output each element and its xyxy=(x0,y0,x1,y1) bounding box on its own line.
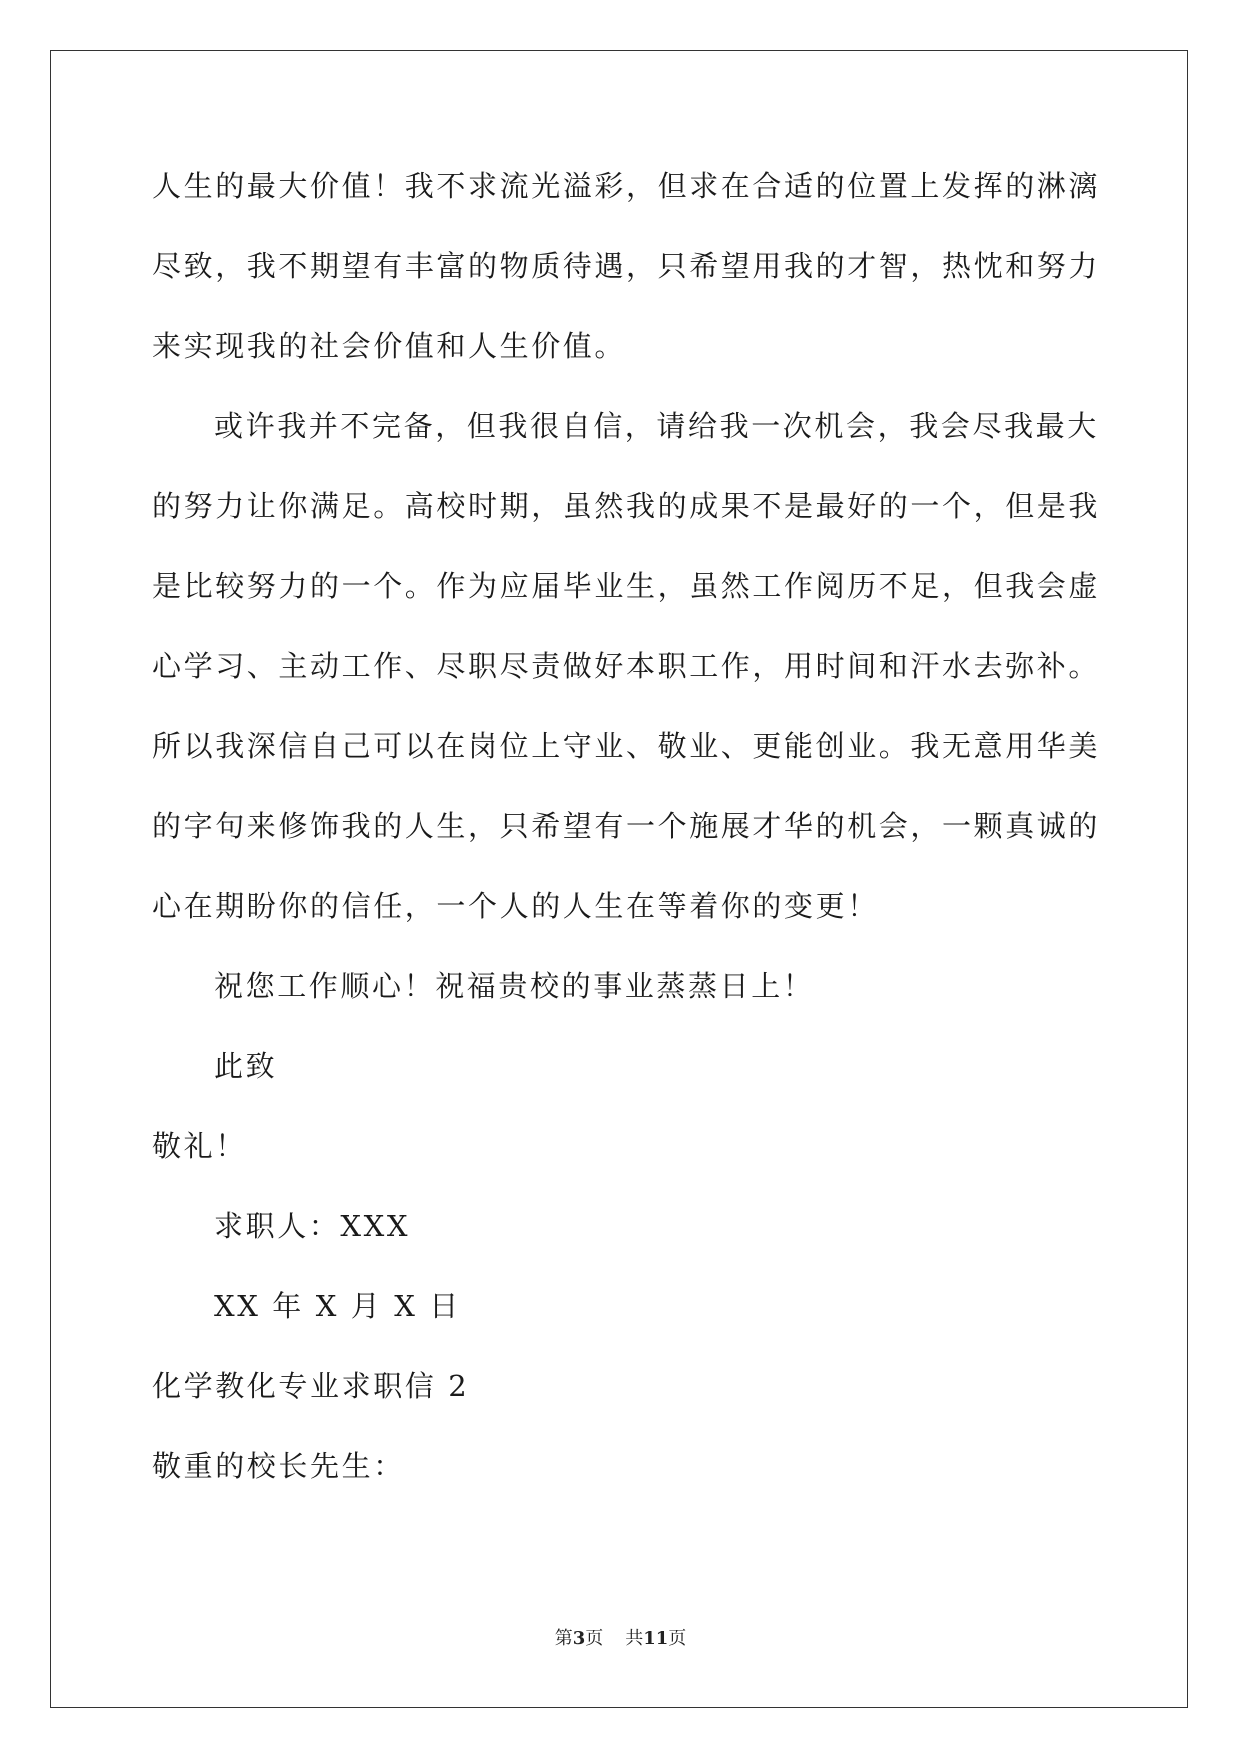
text-line: 尽致，我不期望有丰富的物质待遇，只希望用我的才智，热忱和努力 xyxy=(152,249,1101,283)
text-line: 的字句来修饰我的人生，只希望有一个施展才华的机会，一颗真诚的 xyxy=(152,809,1101,843)
footer-page-unit: 页 xyxy=(585,1628,604,1649)
text-line: 来实现我的社会价值和人生价值。 xyxy=(152,329,627,363)
footer-page-total: 11 xyxy=(643,1628,669,1649)
section-heading: 化学教化专业求职信 2 xyxy=(152,1369,470,1403)
text-line: 的努力让你满足。高校时期，虽然我的成果不是最好的一个，但是我 xyxy=(152,489,1101,523)
footer-total-prefix: 共 xyxy=(625,1628,644,1649)
page-footer xyxy=(0,1627,1241,1651)
text-line: 是比较努力的一个。作为应届毕业生，虽然工作阅历不足，但我会虚 xyxy=(152,569,1101,603)
letter-date: XX 年 X 月 X 日 xyxy=(214,1289,461,1323)
text-line: 所以我深信自己可以在岗位上守业、敬业、更能创业。我无意用华美 xyxy=(152,729,1101,763)
footer-page-current: 3 xyxy=(572,1628,586,1649)
letter-greeting: 敬重的校长先生： xyxy=(152,1449,405,1483)
text-line: 人生的最大价值！我不求流光溢彩，但求在合适的位置上发挥的淋漓 xyxy=(152,169,1101,203)
applicant-signature: 求职人：XXX xyxy=(214,1209,411,1243)
text-line: 心学习、主动工作、尽职尽责做好本职工作，用时间和汗水去弥补。 xyxy=(152,649,1101,683)
salutation-jingli: 敬礼！ xyxy=(152,1129,247,1163)
footer-total-unit: 页 xyxy=(668,1628,687,1649)
footer-page-prefix: 第 xyxy=(554,1628,573,1649)
text-line: 心在期盼你的信任，一个人的人生在等着你的变更！ xyxy=(152,889,879,923)
text-line: 或许我并不完备，但我很自信，请给我一次机会，我会尽我最大 xyxy=(214,409,1099,443)
salutation-cizhi: 此致 xyxy=(214,1049,278,1083)
closing-wish: 祝您工作顺心！祝福贵校的事业蒸蒸日上！ xyxy=(214,969,815,1003)
